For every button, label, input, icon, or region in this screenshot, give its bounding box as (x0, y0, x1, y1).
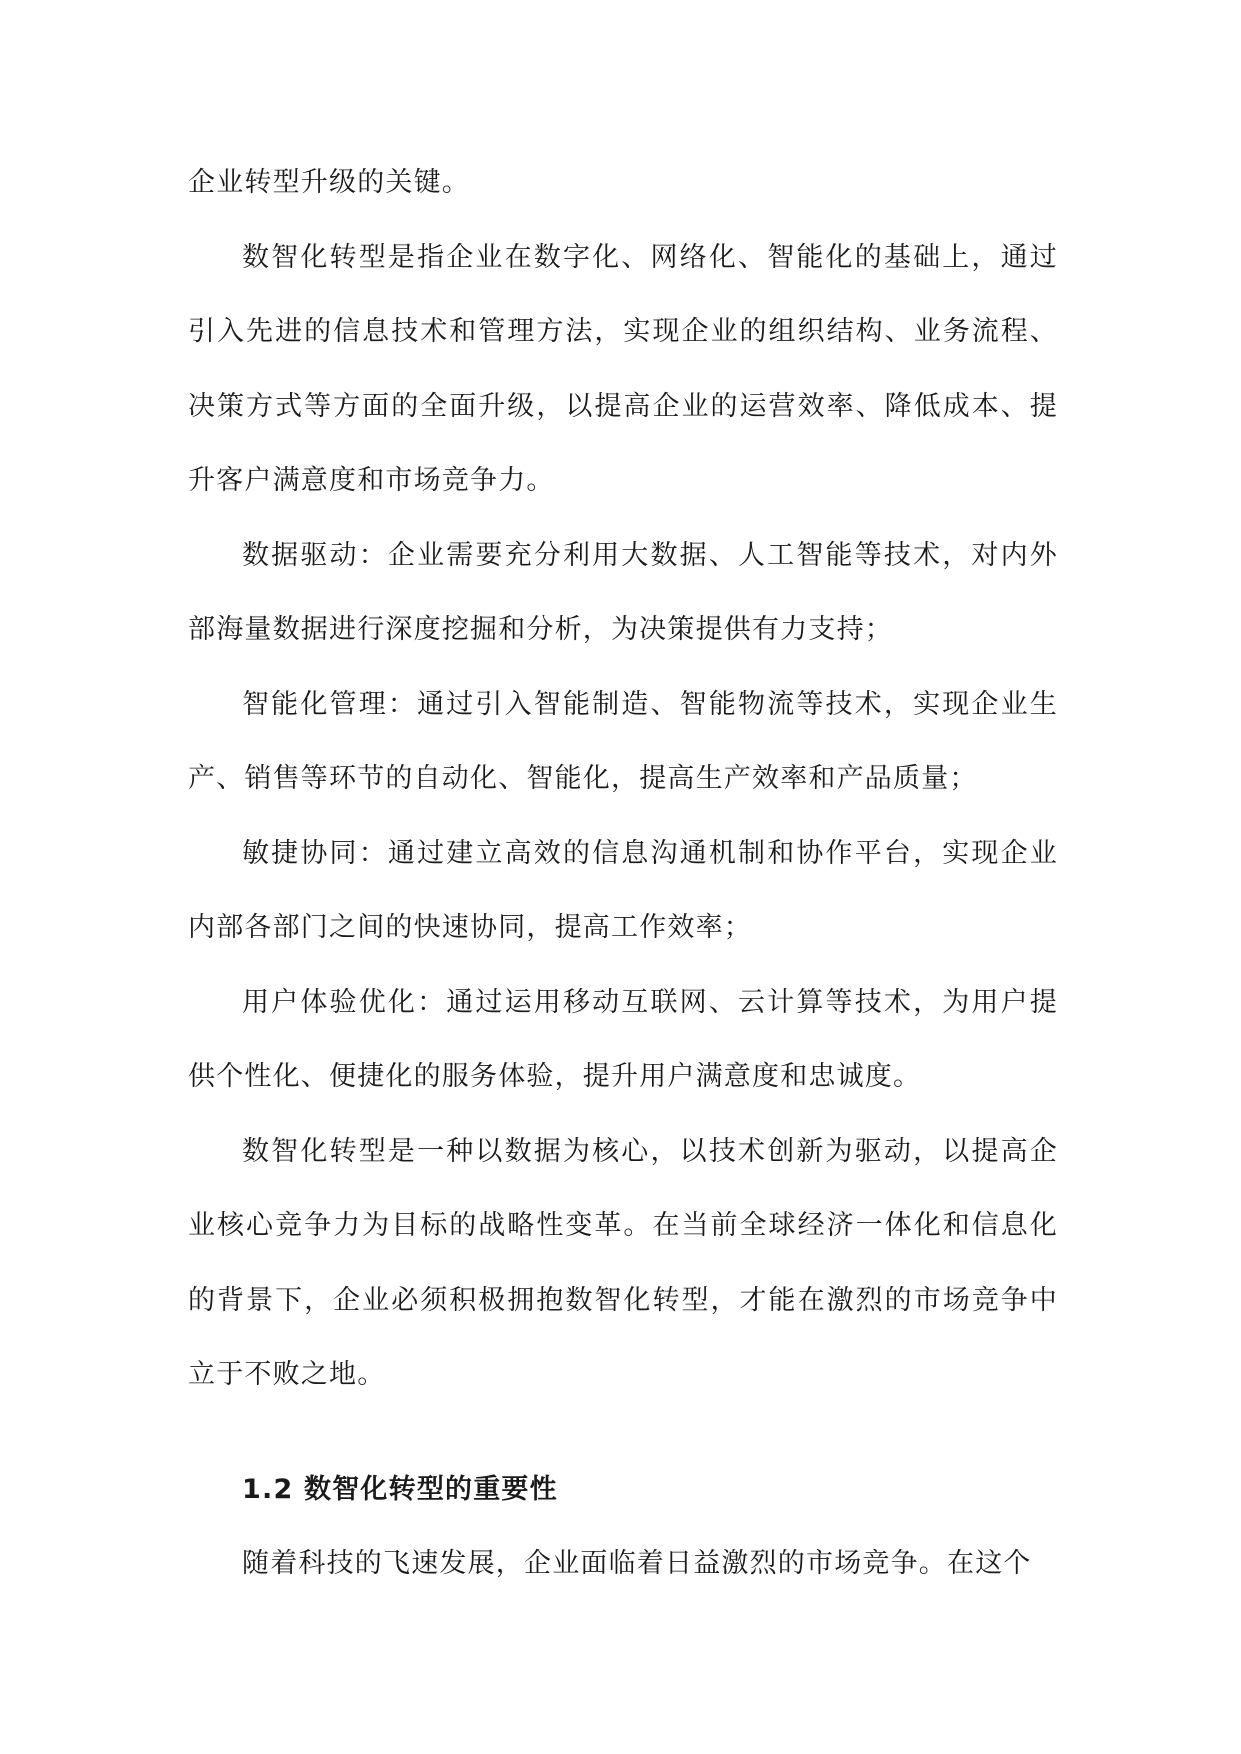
section-heading: 1.2 数智化转型的重要性 (242, 1473, 558, 1505)
paragraph-smart-management: 智能化管理：通过引入智能制造、智能物流等技术，实现企业生产、销售等环节的自动化、智能化，提高生产效率和产品质量； (188, 688, 1058, 794)
paragraph-data-driven: 数据驱动：企业需要充分利用大数据、人工智能等技术，对内外部海量数据进行深度挖掘和分析，为决策提供有力支持； (188, 539, 1058, 645)
document-body (188, 146, 1058, 1602)
paragraph-continuation: 企业转型升级的关键。 (188, 167, 470, 198)
paragraph-definition: 数智化转型是指企业在数字化、网络化、智能化的基础上，通过引入先进的信息技术和管理方法，实现企业的组织结构、业务流程、决策方式等方面的全面升级，以提高企业的运营效率、降低成本、提升客户满意度和市场竞争力。 (188, 241, 1058, 496)
paragraph-user-experience: 用户体验优化：通过运用移动互联网、云计算等技术，为用户提供个性化、便捷化的服务体验，提升用户满意度和忠诚度。 (188, 986, 1058, 1092)
paragraph-section-intro: 随着科技的飞速发展，企业面临着日益激烈的市场竞争。在这个 (242, 1548, 1032, 1579)
paragraph-agile-collaboration: 敏捷协同：通过建立高效的信息沟通机制和协作平台，实现企业内部各部门之间的快速协同，提高工作效率； (188, 837, 1058, 943)
paragraph-summary: 数智化转型是一种以数据为核心，以技术创新为驱动，以提高企业核心竞争力为目标的战略性变革。在当前全球经济一体化和信息化的背景下，企业必须积极拥抱数智化转型，才能在激烈的市场竞争中立于不败之地。 (188, 1135, 1058, 1390)
